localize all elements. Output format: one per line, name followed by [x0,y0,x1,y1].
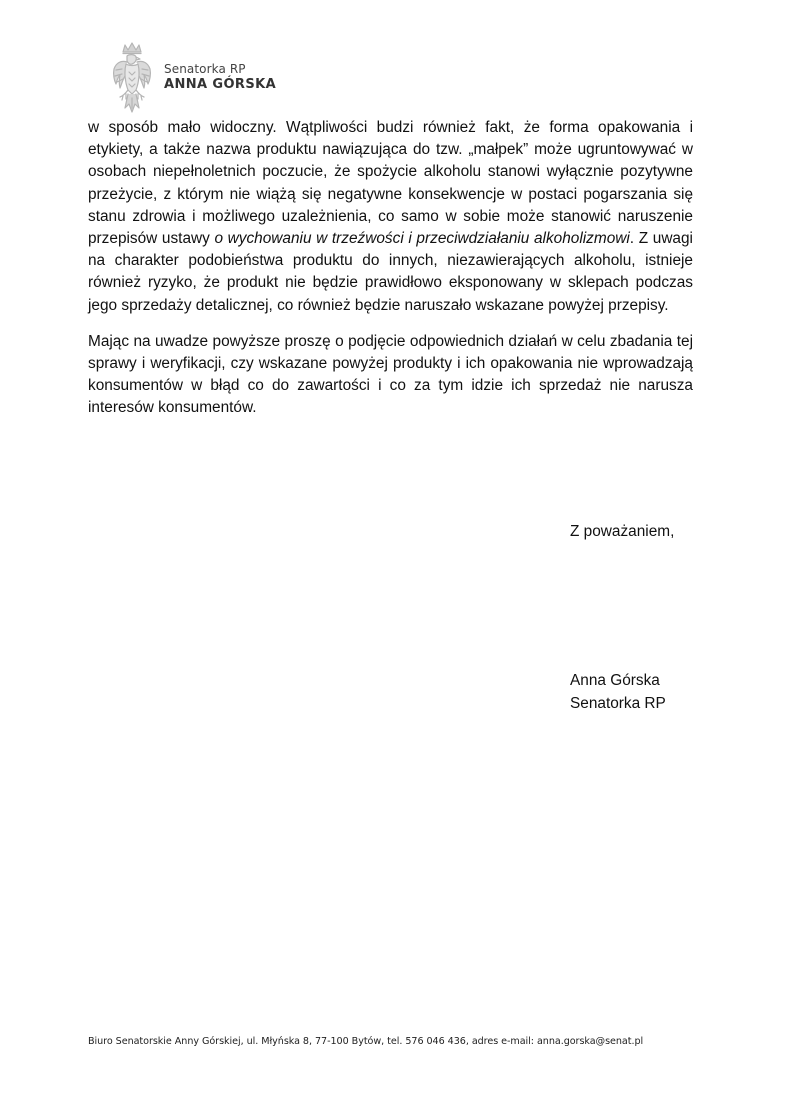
signature-block [570,670,666,715]
paragraph-1-text-a: w sposób mało widoczny. Wątpliwości budzi również fakt, że forma opakowania i etykiety, a także nazwa produktu nawiązująca do tzw. „małpek” może ugruntowywać w osobach niepełnoletnich poczucie, że spożycie alkoholu stanowi wyłącznie pozytywne przeżycie, z którym nie wiążą się negatywne konsekwencje w postaci pogarszania się stanu zdrowia i możliwego uzależnienia, co samo w sobie może stanowić naruszenie przepisów ustawy [88,119,693,248]
letter-body [88,117,693,420]
paragraph-2: Mając na uwadze powyższe proszę o podjęcie odpowiednich działań w celu zbadania tej sprawy i weryfikacji, czy wskazane powyżej produkty i ich opakowania nie wprowadzają konsumentów w błąd co do zawartości i co za tym idzie ich sprzedaż nie narusza interesów konsumentów. [88,332,693,417]
closing-salutation: Z poważaniem, [570,523,675,540]
letterhead [110,42,276,114]
signatory-name: Anna Górska [570,672,660,689]
footer-address: Biuro Senatorskie Anny Górskiej, ul. Młyńska 8, 77-100 Bytów, tel. 576 046 436, adres e-mail: anna.gorska@senat.pl [88,1036,644,1047]
paragraph-1-statute-title: o wychowaniu w trzeźwości i przeciwdziałaniu alkoholizmowi [214,230,630,248]
signatory-title: Senatorka RP [570,694,666,712]
brand-block [164,62,276,93]
brand-subtitle: Senatorka RP [164,61,246,76]
brand-name: ANNA GÓRSKA [164,76,277,92]
paragraph-1-text-b: . Z uwagi na charakter podobieństwa produktu do innych, niezawierających alkoholu, istnieje również ryzyko, że produkt nie będzie prawidłowo eksponowany w sklepach podczas jego sprzedaży detalicznej, co również będzie naruszało wskazane powyżej przepisy. [88,230,693,314]
polish-eagle-icon [110,42,154,114]
paragraph-1 [88,117,693,317]
